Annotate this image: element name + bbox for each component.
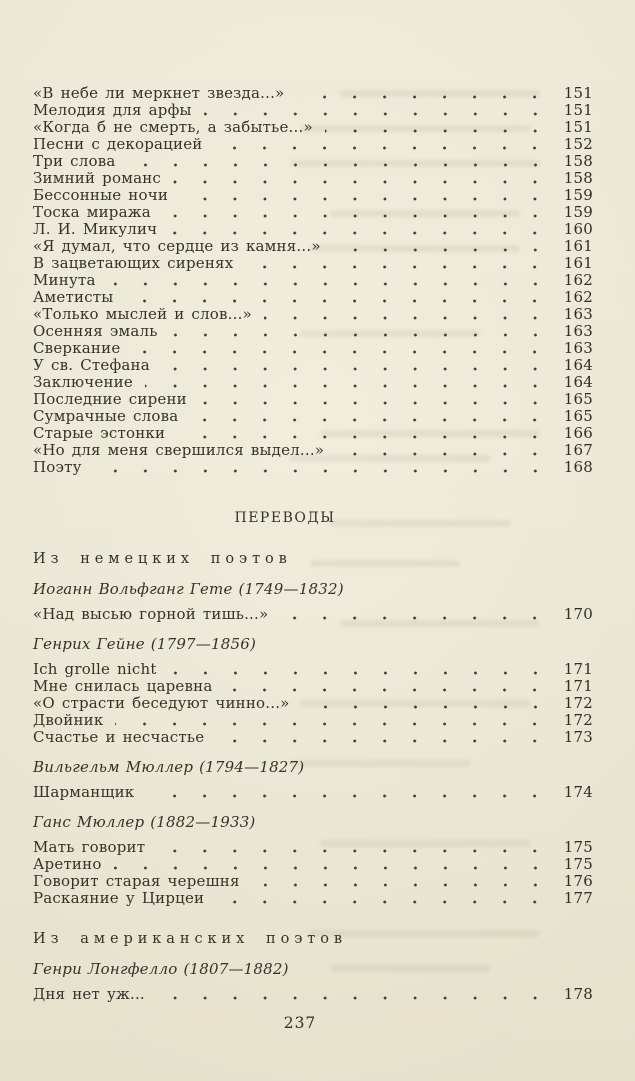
toc-entry: [33, 136, 593, 153]
toc-entry: [33, 340, 593, 357]
toc-entry-page: 162: [563, 288, 593, 306]
toc-entry-title: «В небе ли меркнет звезда...»: [33, 84, 285, 102]
dot-leader: [224, 688, 557, 692]
toc-entry-page: 172: [563, 694, 593, 712]
toc-entry-title: Бессонные ночи: [33, 186, 169, 204]
toc-entry-page: 159: [563, 203, 593, 221]
toc-entry-title: Три слова: [33, 152, 116, 170]
toc-entry: [33, 606, 593, 623]
dot-leader: [163, 214, 557, 218]
toc-entry-page: 166: [563, 424, 593, 442]
dot-leader: [216, 900, 557, 904]
dot-leader: [173, 180, 557, 184]
toc-entry: [33, 221, 593, 238]
toc-entry-page: 151: [563, 101, 593, 119]
toc-entry: [33, 661, 593, 678]
toc-entry-title: Сверкание: [33, 339, 121, 357]
toc-entry-page: 158: [563, 169, 593, 187]
toc-entries-block: [33, 986, 593, 1003]
toc-entry-page: 168: [563, 458, 593, 476]
toc-entry: [33, 238, 593, 255]
toc-entry-title: Раскаяние у Цирцеи: [33, 889, 205, 907]
dot-leader: [216, 739, 557, 743]
toc-entry-title: Песни с декорацией: [33, 135, 203, 153]
toc-entry-title: В зацветающих сиренях: [33, 254, 234, 272]
toc-entry-page: 165: [563, 407, 593, 425]
toc-entry: [33, 839, 593, 856]
dot-leader: [108, 282, 557, 286]
part-title: ПЕРЕВОДЫ: [234, 510, 336, 526]
toc-entry: [33, 712, 593, 729]
toc-entry-title: «Я думал, что сердце из камня...»: [33, 237, 321, 255]
toc-entry: [33, 986, 593, 1003]
toc-entry: [33, 272, 593, 289]
toc-entry-title: Заключение: [33, 373, 133, 391]
dot-leader: [132, 350, 557, 354]
toc-entry-page: 164: [563, 373, 593, 391]
toc-entries-block: [33, 85, 593, 476]
toc-entry-title: Двойник: [33, 711, 104, 729]
toc-entry-page: 175: [563, 855, 593, 873]
toc-entry-page: 151: [563, 84, 593, 102]
dot-leader: [115, 722, 557, 726]
toc-entry-title: «Только мыслей и слов...»: [33, 305, 252, 323]
toc-entry: [33, 119, 593, 136]
toc-entry: [33, 153, 593, 170]
toc-entry-page: 158: [563, 152, 593, 170]
toc-entry: [33, 678, 593, 695]
toc-entry: [33, 323, 593, 340]
toc-entry-page: 170: [563, 605, 593, 623]
toc-entry-page: 161: [563, 254, 593, 272]
toc-entry: [33, 255, 593, 272]
toc-entry-title: Последние сирени: [33, 390, 187, 408]
toc-entry-title: «Над высью горной тишь...»: [33, 605, 269, 623]
author-line: Иоганн Вольфганг Гете (1749—1832): [33, 580, 344, 598]
toc-entry: [33, 729, 593, 746]
toc-entry-page: 177: [563, 889, 593, 907]
toc-entry-title: «О страсти беседуют чинно...»: [33, 694, 290, 712]
toc-entry: [33, 357, 593, 374]
toc-entry-title: Зимний романс: [33, 169, 162, 187]
dot-leader: [214, 146, 557, 150]
toc-entry-title: Аметисты: [33, 288, 114, 306]
toc-entry-title: Мне снилась царевна: [33, 677, 213, 695]
toc-entry-title: Сумрачные слова: [33, 407, 179, 425]
toc-entry: [33, 873, 593, 890]
dot-leader: [264, 316, 557, 320]
toc-entry: [33, 374, 593, 391]
toc-entry-page: 165: [563, 390, 593, 408]
toc-entry-page: 176: [563, 872, 593, 890]
dot-leader: [333, 248, 557, 252]
dot-leader: [145, 384, 557, 388]
toc-entry-title: Мелодия для арфы: [33, 101, 192, 119]
toc-entries-block: [33, 661, 593, 746]
dot-leader: [94, 469, 557, 473]
toc-entry-page: 162: [563, 271, 593, 289]
group-heading: Из немецких поэтов: [33, 551, 292, 567]
toc-entry-page: 171: [563, 677, 593, 695]
toc-entry-title: Минута: [33, 271, 96, 289]
toc-entry: [33, 306, 593, 323]
dot-leader: [114, 866, 557, 870]
toc-entry-title: Аретино: [33, 855, 102, 873]
dot-leader: [280, 616, 557, 620]
toc-entry: [33, 890, 593, 907]
toc-entry-page: 160: [563, 220, 593, 238]
toc-entry-page: 174: [563, 783, 593, 801]
toc-entry-page: 152: [563, 135, 593, 153]
toc-entry: [33, 425, 593, 442]
dot-leader: [128, 163, 557, 167]
toc-entry: [33, 102, 593, 119]
dot-leader: [146, 794, 557, 798]
dot-leader: [336, 452, 557, 456]
toc-entry: [33, 408, 593, 425]
toc-entry: [33, 442, 593, 459]
toc-entry: [33, 391, 593, 408]
toc-entry-title: Ich grolle nicht: [33, 660, 157, 678]
toc-entry: [33, 85, 593, 102]
author-line: Вильгельм Мюллер (1794—1827): [33, 758, 305, 776]
page-number: 237: [283, 1014, 317, 1032]
toc-entry-page: 161: [563, 237, 593, 255]
dot-leader: [180, 197, 557, 201]
toc-entry-title: Дня нет уж...: [33, 985, 145, 1003]
dot-leader: [125, 299, 557, 303]
toc-entry: [33, 784, 593, 801]
toc-entry: [33, 695, 593, 712]
group-heading: Из американских поэтов: [33, 931, 348, 947]
toc-entry-page: 178: [563, 985, 593, 1003]
dot-leader: [204, 112, 557, 116]
toc-entry-title: Говорит старая черешня: [33, 872, 240, 890]
dot-leader: [157, 849, 557, 853]
toc-entry-title: Поэту: [33, 458, 82, 476]
toc-entry-title: Счастье и несчастье: [33, 728, 205, 746]
toc-entry-page: 175: [563, 838, 593, 856]
toc-entries-block: [33, 606, 593, 623]
toc-entry-page: 172: [563, 711, 593, 729]
author-line: Генри Лонгфелло (1807—1882): [33, 960, 289, 978]
toc-entries-block: [33, 784, 593, 801]
toc-entries-block: [33, 839, 593, 907]
toc-entry-page: 151: [563, 118, 593, 136]
toc-entry-title: Тоска миража: [33, 203, 151, 221]
toc-entry-title: Шарманщик: [33, 783, 135, 801]
toc-entry-page: 159: [563, 186, 593, 204]
toc-entry-title: Осенняя эмаль: [33, 322, 158, 340]
dot-leader: [170, 333, 557, 337]
table-of-contents: [33, 85, 593, 1032]
dot-leader: [302, 705, 557, 709]
dot-leader: [252, 883, 557, 887]
dot-leader: [177, 435, 557, 439]
toc-entry: [33, 187, 593, 204]
toc-entry-title: Л. И. Микулич: [33, 220, 158, 238]
dot-leader: [296, 95, 557, 99]
toc-entry-page: 164: [563, 356, 593, 374]
author-line: Генрих Гейне (1797—1856): [33, 635, 257, 653]
toc-entry: [33, 856, 593, 873]
toc-entry-title: «Когда б не смерть, а забытье...»: [33, 118, 313, 136]
toc-entry: [33, 204, 593, 221]
toc-entry-title: «Но для меня свершился выдел...»: [33, 441, 325, 459]
toc-entry-page: 171: [563, 660, 593, 678]
toc-entry-page: 163: [563, 305, 593, 323]
toc-entry: [33, 170, 593, 187]
dot-leader: [157, 996, 557, 1000]
toc-entry-page: 173: [563, 728, 593, 746]
dot-leader: [162, 367, 557, 371]
toc-entry: [33, 289, 593, 306]
toc-entry-page: 163: [563, 339, 593, 357]
dot-leader: [199, 401, 557, 405]
dot-leader: [169, 671, 557, 675]
toc-entry: [33, 459, 593, 476]
author-line: Ганс Мюллер (1882—1933): [33, 813, 256, 831]
toc-entry-title: Старые эстонки: [33, 424, 166, 442]
dot-leader: [190, 418, 557, 422]
toc-entry-title: Мать говорит: [33, 838, 146, 856]
dot-leader: [245, 265, 557, 269]
toc-entry-page: 167: [563, 441, 593, 459]
dot-leader: [325, 129, 557, 133]
dot-leader: [169, 231, 557, 235]
toc-entry-page: 163: [563, 322, 593, 340]
toc-entry-title: У св. Стефана: [33, 356, 150, 374]
